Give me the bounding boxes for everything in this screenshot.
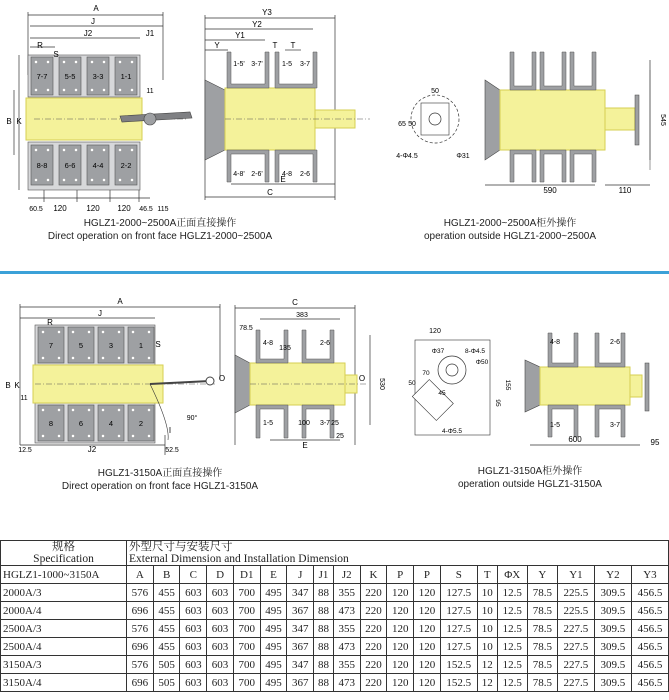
dim-45: 45 — [438, 390, 446, 397]
value-cell: 696 — [127, 638, 154, 656]
f2r-bracket-top — [570, 52, 596, 90]
f2r-bracket-bottom — [510, 150, 536, 182]
section-divider — [0, 271, 669, 274]
value-cell: 12.5 — [497, 638, 527, 656]
dim-65: 65 — [398, 121, 406, 128]
dim-E: E — [302, 441, 308, 450]
value-cell: 220 — [360, 584, 387, 602]
dim-Y2: Y2 — [252, 20, 262, 29]
dim-J: J — [98, 309, 102, 318]
dim-155: 155 — [504, 379, 511, 391]
dim-S: S — [53, 50, 59, 59]
dim-4phi45: 4-Φ4.5 — [396, 153, 418, 160]
value-cell: 120 — [387, 674, 414, 692]
dim-120b: 120 — [86, 204, 100, 213]
column-header: A — [127, 566, 154, 584]
value-cell: 127.5 — [440, 584, 477, 602]
value-cell: 12 — [477, 674, 497, 692]
caption-fig3-cn: HGLZ1-3150A正面直接操作 — [97, 468, 223, 479]
table-row — [1, 584, 669, 602]
value-cell: 367 — [287, 638, 314, 656]
dim-78-5: 78.5 — [239, 325, 253, 332]
dim-C: C — [292, 298, 298, 307]
column-header: Y3 — [631, 566, 668, 584]
dim-R: R — [37, 41, 43, 50]
table-row — [1, 620, 669, 638]
value-cell: 227.5 — [557, 620, 594, 638]
value-cell: 700 — [233, 638, 260, 656]
dim-S: S — [155, 340, 161, 349]
caption-fig4-en: operation outside HGLZ1-3150A — [458, 479, 602, 490]
f2r-bracket-top — [540, 52, 566, 90]
dim-120a: 120 — [53, 204, 67, 213]
f1-pole-bottom-label: 8-8 — [36, 161, 48, 170]
label-I: I — [168, 426, 172, 435]
value-cell: 505 — [153, 656, 180, 674]
dim-50: 50 — [431, 88, 439, 95]
caption-fig4-cn: HGLZ1-3150A柜外操作 — [477, 466, 583, 477]
value-cell: 455 — [153, 638, 180, 656]
column-header: S — [440, 566, 477, 584]
f4-label-top: 4-8 — [262, 340, 274, 347]
value-cell: 603 — [207, 656, 234, 674]
f3-pole-top-label: 5 — [78, 341, 84, 350]
value-cell: 603 — [180, 584, 207, 602]
value-cell: 120 — [414, 620, 441, 638]
dim-600: 600 — [568, 435, 582, 444]
value-cell: 220 — [360, 674, 387, 692]
value-cell: 456.5 — [631, 584, 668, 602]
value-cell: 355 — [333, 620, 360, 638]
dim-K: K — [16, 117, 22, 126]
dimension-table — [0, 540, 669, 692]
spec-en: Specification — [33, 553, 94, 565]
value-cell: 696 — [127, 674, 154, 692]
f3-pole-bottom-label: 4 — [108, 419, 114, 428]
value-cell: 473 — [333, 674, 360, 692]
dim-J2: J2 — [83, 29, 93, 38]
dim-Y: Y — [214, 41, 220, 50]
value-cell: 603 — [180, 656, 207, 674]
value-cell: 603 — [207, 638, 234, 656]
f4r-bracket-bottom — [595, 405, 625, 437]
value-cell: 120 — [414, 602, 441, 620]
f4r-label-bottom: 3-7 — [609, 422, 621, 429]
dim-25b: 25 — [336, 433, 344, 440]
value-cell: 120 — [387, 584, 414, 602]
figure-front-3150 — [0, 295, 230, 460]
value-cell: 88 — [314, 656, 334, 674]
value-cell: 696 — [127, 602, 154, 620]
value-cell: 88 — [314, 620, 334, 638]
spec-cell: 3150A/3 — [1, 656, 127, 674]
value-cell: 225.5 — [557, 584, 594, 602]
header-row-2 — [1, 566, 669, 584]
value-cell: 309.5 — [594, 620, 631, 638]
caption-fig3-en: Direct operation on front face HGLZ1-3150A — [61, 481, 259, 492]
value-cell: 495 — [260, 584, 287, 602]
column-header: J2 — [333, 566, 360, 584]
label-angle: 90° — [186, 415, 198, 422]
dim-phi50: Φ50 — [475, 359, 489, 366]
value-cell: 220 — [360, 638, 387, 656]
f2-bracket-top — [227, 52, 269, 88]
dim-46-5: 46.5 — [139, 206, 153, 213]
table-row — [1, 674, 669, 692]
dim-70: 70 — [422, 370, 430, 377]
dim-11: 11 — [146, 88, 154, 95]
value-cell: 88 — [314, 602, 334, 620]
f3-pole-bottom-label: 8 — [48, 419, 54, 428]
value-cell: 603 — [207, 620, 234, 638]
value-cell: 347 — [287, 656, 314, 674]
dim-Y3: Y3 — [262, 8, 272, 17]
f2-bracket-top — [275, 52, 317, 88]
spec-cell: 2000A/3 — [1, 584, 127, 602]
dim-4phi55: 4-Φ5.5 — [441, 428, 463, 435]
value-cell: 127.5 — [440, 620, 477, 638]
value-cell: 455 — [153, 620, 180, 638]
dim-110: 110 — [618, 186, 632, 195]
f2-label-bottom: 4-8' — [233, 171, 245, 178]
value-cell: 456.5 — [631, 674, 668, 692]
f2-label-top: 1-5' — [233, 61, 245, 68]
figure-outside-2000-2500 — [195, 0, 669, 215]
value-cell: 309.5 — [594, 674, 631, 692]
dimension-en: External Dimension and Installation Dimension — [129, 553, 349, 565]
dim-E: E — [280, 175, 286, 184]
value-cell: 12.5 — [497, 674, 527, 692]
column-header: T — [477, 566, 497, 584]
value-cell: 495 — [260, 602, 287, 620]
f4-label-bottom: 3-7 — [319, 420, 331, 427]
spec-cn: 规格 — [52, 541, 76, 553]
dim-530: 530 — [378, 378, 385, 390]
value-cell: 495 — [260, 674, 287, 692]
dim-120: 120 — [429, 328, 441, 335]
caption-fig1-cn: HGLZ1-2000~2500A正面直接操作 — [83, 218, 237, 229]
caption-fig3 — [35, 467, 285, 493]
value-cell: 367 — [287, 602, 314, 620]
f4r-label-top: 2-6 — [609, 339, 621, 346]
f2-label-top: 3-7' — [251, 61, 263, 68]
caption-fig2 — [380, 217, 640, 243]
value-cell: 78.5 — [527, 674, 557, 692]
header-dimension — [127, 541, 669, 566]
value-cell: 120 — [387, 638, 414, 656]
value-cell: 120 — [414, 638, 441, 656]
f4-label-bottom: 1-5 — [262, 420, 274, 427]
f3-pole-top-label: 1 — [138, 341, 144, 350]
value-cell: 495 — [260, 620, 287, 638]
f2-label-bottom: 2-6 — [299, 171, 311, 178]
dim-K: K — [14, 381, 20, 390]
column-header: Y2 — [594, 566, 631, 584]
value-cell: 220 — [360, 602, 387, 620]
f4-label-top: 2-6 — [319, 340, 331, 347]
caption-fig2-cn: HGLZ1-2000~2500A柜外操作 — [443, 218, 577, 229]
f1-pole-top-label: 5-5 — [64, 72, 76, 81]
value-cell: 220 — [360, 620, 387, 638]
value-cell: 10 — [477, 584, 497, 602]
value-cell: 78.5 — [527, 584, 557, 602]
column-header: J1 — [314, 566, 334, 584]
value-cell: 455 — [153, 602, 180, 620]
dim-A: A — [117, 297, 123, 306]
value-cell: 78.5 — [527, 620, 557, 638]
dim-Y1: Y1 — [235, 31, 245, 40]
value-cell: 700 — [233, 584, 260, 602]
dim-25a: 25 — [331, 420, 339, 427]
value-cell: 603 — [180, 674, 207, 692]
column-header: C — [180, 566, 207, 584]
dim-T1: T — [272, 41, 278, 50]
dim-590: 590 — [543, 186, 557, 195]
value-cell: 120 — [414, 656, 441, 674]
f2-label-bottom: 2-6' — [251, 171, 263, 178]
dim-100: 100 — [298, 420, 310, 427]
value-cell: 12 — [477, 656, 497, 674]
dim-11: 11 — [20, 395, 28, 402]
value-cell: 227.5 — [557, 638, 594, 656]
column-header: D — [207, 566, 234, 584]
model-cell: HGLZ1-1000~3150A — [1, 566, 127, 584]
value-cell: 700 — [233, 620, 260, 638]
dim-120c: 120 — [117, 204, 131, 213]
dim-52-5: 52.5 — [165, 447, 179, 454]
value-cell: 120 — [387, 602, 414, 620]
dim-95: 95 — [494, 399, 501, 407]
header-spec — [1, 541, 127, 566]
table-row — [1, 602, 669, 620]
spec-cell: 2000A/4 — [1, 602, 127, 620]
value-cell: 120 — [414, 674, 441, 692]
value-cell: 603 — [180, 620, 207, 638]
table-row — [1, 638, 669, 656]
value-cell: 120 — [414, 584, 441, 602]
dim-R: R — [47, 318, 53, 327]
column-header: ΦX — [497, 566, 527, 584]
value-cell: 88 — [314, 638, 334, 656]
value-cell: 12.5 — [497, 584, 527, 602]
dim-95b: 95 — [650, 438, 660, 447]
value-cell: 152.5 — [440, 674, 477, 692]
value-cell: 225.5 — [557, 602, 594, 620]
f4r-bracket-bottom — [548, 405, 578, 437]
f2-label-top: 3-7 — [299, 61, 311, 68]
dim-135: 135 — [279, 345, 291, 352]
value-cell: 309.5 — [594, 656, 631, 674]
f2-label-bottom: 4-8 — [281, 171, 293, 178]
f3-pole-top-label: 3 — [108, 341, 114, 350]
dim-12-5: 12.5 — [18, 447, 32, 454]
spec-cell: 3150A/4 — [1, 674, 127, 692]
column-header: P — [387, 566, 414, 584]
value-cell: 495 — [260, 638, 287, 656]
spec-cell: 2500A/3 — [1, 620, 127, 638]
value-cell: 12.5 — [497, 602, 527, 620]
value-cell: 700 — [233, 602, 260, 620]
value-cell: 456.5 — [631, 602, 668, 620]
dim-J: J — [91, 17, 95, 26]
value-cell: 78.5 — [527, 602, 557, 620]
value-cell: 495 — [260, 656, 287, 674]
figure-front-2000-2500 — [0, 0, 200, 215]
f2r-bracket-bottom — [540, 150, 566, 182]
f1-pole-bottom-label: 6-6 — [64, 161, 76, 170]
value-cell: 227.5 — [557, 656, 594, 674]
value-cell: 456.5 — [631, 656, 668, 674]
column-header: K — [360, 566, 387, 584]
value-cell: 78.5 — [527, 656, 557, 674]
value-cell: 10 — [477, 620, 497, 638]
dim-phi31: Φ31 — [456, 153, 470, 160]
caption-fig4 — [420, 465, 640, 491]
value-cell: 347 — [287, 620, 314, 638]
column-header: Y — [527, 566, 557, 584]
dim-545: 545 — [659, 114, 666, 126]
label-O: O — [218, 374, 226, 383]
header-row-1 — [1, 541, 669, 566]
value-cell: 120 — [387, 656, 414, 674]
column-header: D1 — [233, 566, 260, 584]
value-cell: 152.5 — [440, 656, 477, 674]
f4r-label-bottom: 1-5 — [549, 422, 561, 429]
value-cell: 456.5 — [631, 638, 668, 656]
value-cell: 10 — [477, 602, 497, 620]
dim-J1: J1 — [145, 29, 155, 38]
value-cell: 78.5 — [527, 638, 557, 656]
table-row — [1, 656, 669, 674]
f4r-label-top: 4-8 — [549, 339, 561, 346]
figure-outside-3150 — [230, 295, 669, 460]
dim-C: C — [267, 188, 273, 197]
f1-pole-top-label: 1-1 — [120, 72, 132, 81]
value-cell: 220 — [360, 656, 387, 674]
f1-pole-bottom-label: 4-4 — [92, 161, 104, 170]
dim-383: 383 — [296, 312, 308, 319]
value-cell: 603 — [207, 584, 234, 602]
value-cell: 355 — [333, 656, 360, 674]
value-cell: 12.5 — [497, 620, 527, 638]
f3-pole-top-label: 7 — [48, 341, 54, 350]
value-cell: 603 — [180, 602, 207, 620]
dim-8phi45: 8-Φ4.5 — [464, 348, 486, 355]
caption-fig1-en: Direct operation on front face HGLZ1-2000~2500A — [47, 231, 273, 242]
value-cell: 456.5 — [631, 620, 668, 638]
f3-pole-bottom-label: 2 — [138, 419, 144, 428]
dim-60-5: 60.5 — [29, 206, 43, 213]
value-cell: 576 — [127, 656, 154, 674]
spec-cell: 2500A/4 — [1, 638, 127, 656]
f3-pole-bottom-label: 6 — [78, 419, 84, 428]
f2r-bracket-top — [510, 52, 536, 90]
value-cell: 347 — [287, 584, 314, 602]
dim-A: A — [93, 4, 99, 13]
dim-T2: T — [290, 41, 296, 50]
value-cell: 127.5 — [440, 638, 477, 656]
value-cell: 88 — [314, 584, 334, 602]
f1-pole-top-label: 7-7 — [36, 72, 48, 81]
value-cell: 12.5 — [497, 656, 527, 674]
value-cell: 355 — [333, 584, 360, 602]
value-cell: 473 — [333, 638, 360, 656]
f1-pole-top-label: 3-3 — [92, 72, 104, 81]
value-cell: 603 — [207, 674, 234, 692]
value-cell: 505 — [153, 674, 180, 692]
value-cell: 603 — [180, 638, 207, 656]
f2-label-top: 1-5 — [281, 61, 293, 68]
dim-B: B — [6, 117, 12, 126]
value-cell: 455 — [153, 584, 180, 602]
value-cell: 10 — [477, 638, 497, 656]
value-cell: 309.5 — [594, 602, 631, 620]
label-O: O — [358, 374, 366, 383]
dim-11-5: 115 — [157, 206, 169, 213]
dim-50b: 50 — [408, 121, 416, 128]
value-cell: 120 — [387, 620, 414, 638]
f1-pole-bottom-label: 2-2 — [120, 161, 132, 170]
dim-B: B — [5, 381, 11, 390]
column-header: Y1 — [557, 566, 594, 584]
value-cell: 576 — [127, 584, 154, 602]
value-cell: 309.5 — [594, 584, 631, 602]
value-cell: 700 — [233, 674, 260, 692]
f2r-bracket-bottom — [570, 150, 596, 182]
value-cell: 700 — [233, 656, 260, 674]
column-header: B — [153, 566, 180, 584]
value-cell: 367 — [287, 674, 314, 692]
caption-fig2-en: operation outside HGLZ1-2000~2500A — [423, 231, 597, 242]
column-header: E — [260, 566, 287, 584]
value-cell: 473 — [333, 602, 360, 620]
caption-fig1 — [40, 217, 280, 243]
column-header: J — [287, 566, 314, 584]
value-cell: 309.5 — [594, 638, 631, 656]
value-cell: 127.5 — [440, 602, 477, 620]
value-cell: 603 — [207, 602, 234, 620]
column-header: P — [414, 566, 441, 584]
value-cell: 88 — [314, 674, 334, 692]
dim-50: 50 — [408, 380, 416, 387]
value-cell: 227.5 — [557, 674, 594, 692]
dimension-cn: 外型尺寸与安装尺寸 — [129, 541, 233, 553]
dim-J2: J2 — [87, 445, 97, 454]
dim-phi37: Φ37 — [431, 348, 445, 355]
value-cell: 576 — [127, 620, 154, 638]
